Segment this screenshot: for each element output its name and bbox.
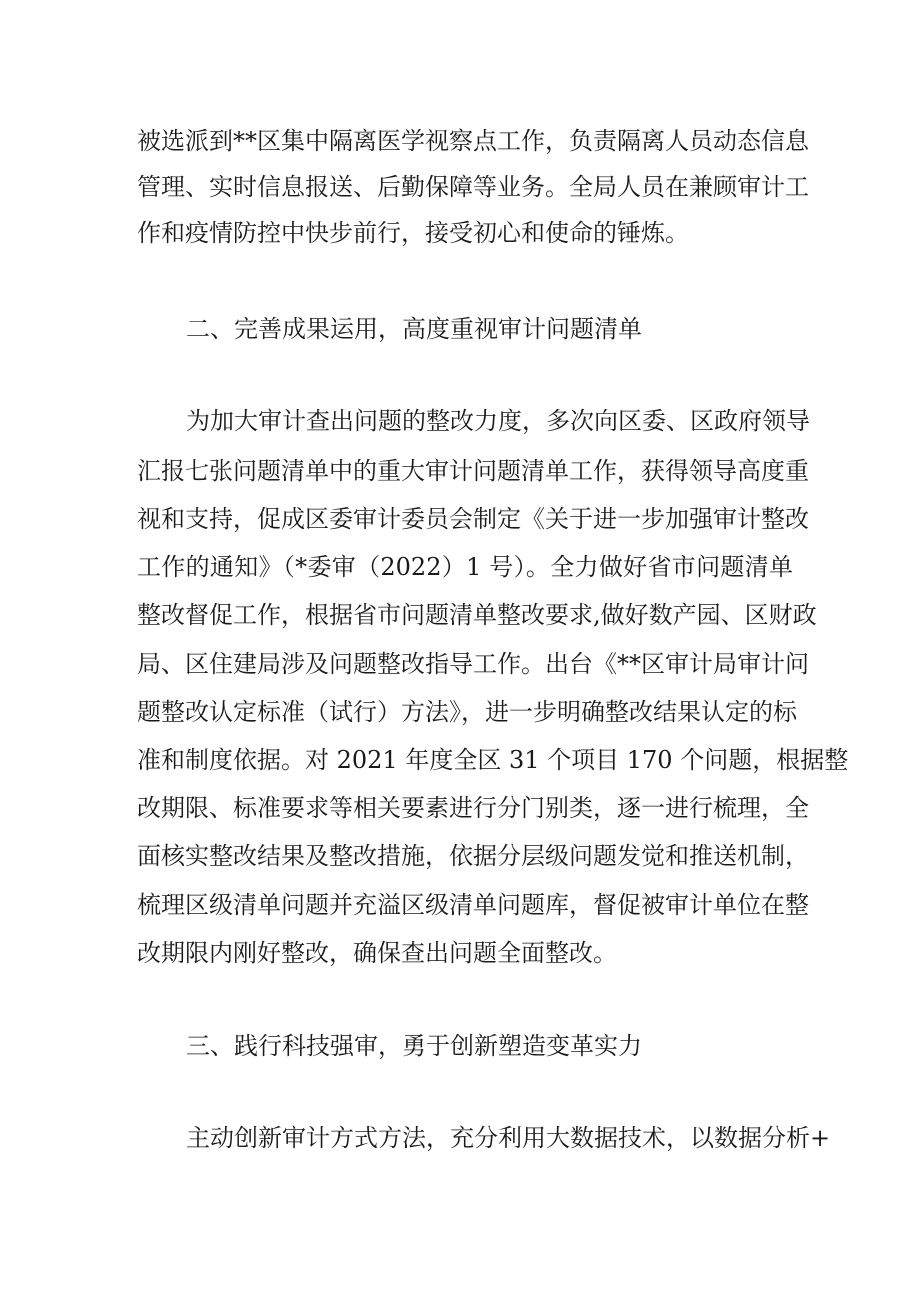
paragraph-2-line-6: 局、区住建局涉及问题整改指导工作。出台《**区审计局审计问 [137, 650, 809, 678]
paragraph-2-line-12: 改期限内刚好整改，确保查出问题全面整改。 [137, 939, 617, 967]
paragraph-2-line-10: 面核实整改结果及整改措施，依据分层级问题发觉和推送机制， [137, 842, 809, 870]
paragraph-2-line-11: 梳理区级清单问题并充溢区级清单问题库，督促被审计单位在整 [137, 891, 809, 919]
paragraph-2-line-8: 准和制度依据。对 2021 年度全区 31 个项目 170 个问题，根据整 [137, 746, 849, 774]
paragraph-1-line-3: 作和疫情防控中快步前行，接受初心和使命的锤炼。 [137, 219, 689, 247]
paragraph-2-line-7: 题整改认定标准（试行）方法》，进一步明确整改结果认定的标 [137, 698, 797, 726]
paragraph-2-line-5: 整改督促工作，根据省市问题清单整改要求,做好数产园、区财政 [137, 601, 817, 629]
paragraph-2-line-4: 工作的通知》（*委审（2022）1 号）。全力做好省市问题清单 [137, 553, 793, 581]
paragraph-2-line-3: 视和支持，促成区委审计委员会制定《关于进一步加强审计整改 [137, 505, 809, 533]
paragraph-2-line-2: 汇报七张问题清单中的重大审计问题清单工作，获得领导高度重 [137, 457, 809, 485]
section-heading-3: 三、践行科技强审，勇于创新塑造变革实力 [186, 1032, 642, 1060]
paragraph-2-line-9: 改期限、标准要求等相关要素进行分门别类，逐一进行梳理，全 [137, 794, 809, 822]
paragraph-1-line-2: 管理、实时信息报送、后勤保障等业务。全局人员在兼顾审计工 [137, 173, 809, 201]
paragraph-3-line-1: 主动创新审计方式方法，充分利用大数据技术，以数据分析+ [186, 1124, 831, 1152]
section-heading-2: 二、完善成果运用，高度重视审计问题清单 [186, 315, 642, 343]
paragraph-1-line-1: 被选派到**区集中隔离医学视察点工作，负责隔离人员动态信息 [137, 127, 809, 155]
paragraph-2-line-1: 为加大审计查出问题的整改力度，多次向区委、区政府领导 [186, 407, 810, 435]
